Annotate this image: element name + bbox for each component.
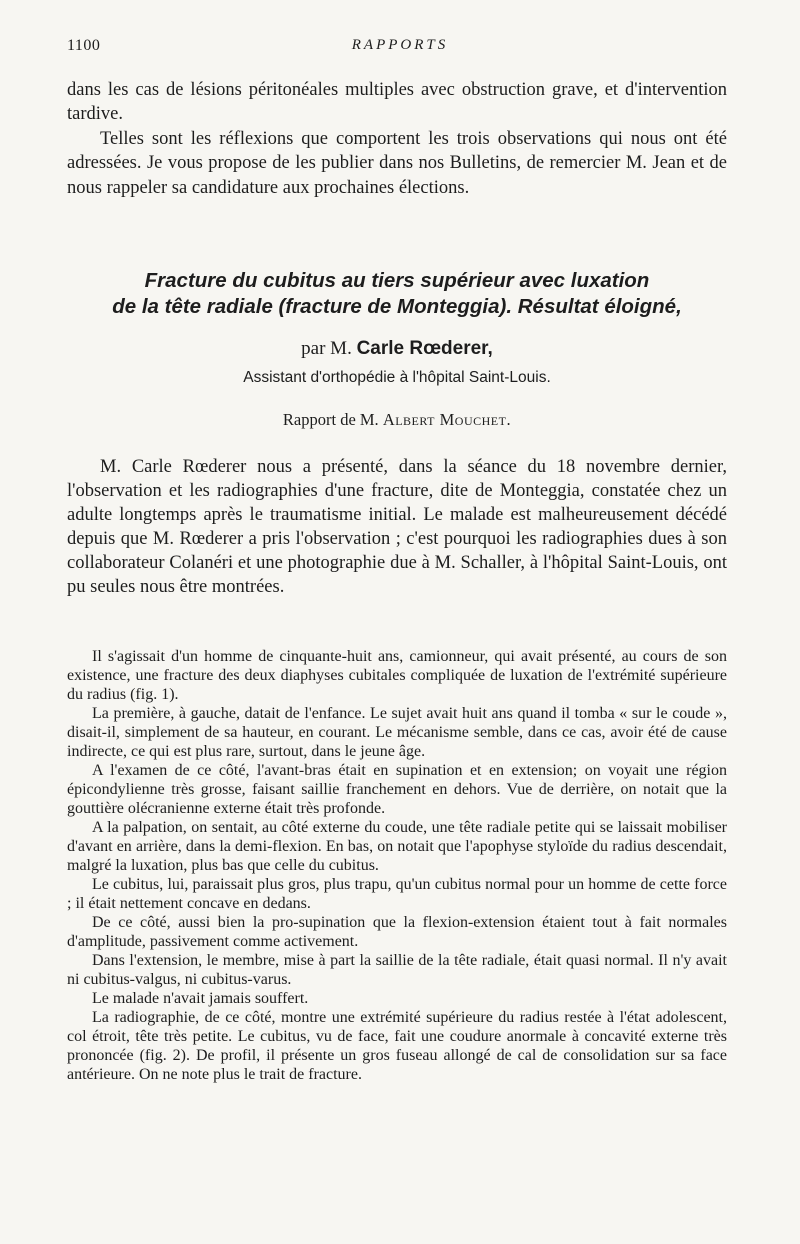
author-name: Carle Rœderer, — [356, 338, 493, 359]
intro-paragraph-1: dans les cas de lésions péritonéales multiples avec obstruction grave, et d'intervention tardive. — [67, 80, 727, 125]
article-title-line-1: Fracture du cubitus au tiers supérieur avec luxation — [144, 269, 650, 292]
running-title: RAPPORTS — [351, 37, 449, 53]
observation-paragraph: Le cubitus, lui, paraissait plus gros, plus trapu, qu'un cubitus normal pour un homme de cette force ; il était nettement concave en dedans. — [67, 876, 727, 912]
observation-paragraph: A l'examen de ce côté, l'avant-bras était en supination et en extension; on voyait une région épicondylienne très grosse, faisant saillie franchement en dehors. Vue de derrière, on notait que la gouttière olécranienne externe était très profonde. — [67, 762, 727, 817]
running-head — [67, 37, 733, 61]
report-line — [67, 410, 727, 430]
observation-paragraph: La radiographie, de ce côté, montre une extrémité supérieure du radius restée à l'état adolescent, col étroit, tête très petite. Le cubitus, vu de face, fait une coudure anormale à concavité externe très prononcée (fig. 2). De profil, il présente un gros fuseau allongé de cal de consolidation sur sa face antérieure. On ne note plus le trait de fracture. — [67, 1009, 727, 1083]
observation-paragraph: La première, à gauche, datait de l'enfance. Le sujet avait huit ans quand il tomba « sur le coude », disait-il, simplement de sa hauteur, en courant. Le mécanisme semble, dans ce cas, avoir été de cause indirecte, ce qui est plus rare, surtout, dans le jeune âge. — [67, 705, 727, 760]
main-paragraph-section — [67, 455, 727, 600]
page-number: 1100 — [67, 37, 101, 54]
observation-paragraph: A la palpation, on sentait, au côté externe du coude, une tête radiale petite qui se laissait mobiliser d'avant en arrière, dans la demi-flexion. En bas, on notait que l'apophyse styloïde du radius descendait, malgré la luxation, plus bas que celle du cubitus. — [67, 819, 727, 874]
observation-paragraph: Il s'agissait d'un homme de cinquante-huit ans, camionneur, qui avait présenté, au cours de son existence, une fracture des deux diaphyses cubitales compliquée de luxation de l'extrémité supérieure du radius (fig. 1). — [67, 648, 727, 703]
reporter-name: Albert Mouchet. — [382, 410, 512, 429]
report-prefix: Rapport de M. — [282, 410, 379, 429]
observation-paragraph: Le malade n'avait jamais souffert. — [92, 990, 309, 1007]
observation-paragraph: De ce côté, aussi bien la pro-supination que la flexion-extension étaient tout à fait normales d'amplitude, passivement comme activement. — [67, 914, 727, 950]
main-paragraph: M. Carle Rœderer nous a présenté, dans la séance du 18 novembre dernier, l'observation et les radiographies d'une fracture, dite de Monteggia, constatée chez un adulte longtemps après le traumatisme initial. Le malade est malheureusement décédé depuis que M. Rœderer a pris l'observation ; c'est pourquoi les radiographies dues à son collaborateur Colanéri et une photographie due à M. Schaller, à l'hôpital Saint-Louis, ont pu seules nous être montrées. — [67, 457, 727, 598]
intro-section — [67, 78, 727, 200]
byline-prefix: par M. — [301, 338, 352, 359]
article-title — [67, 268, 727, 320]
author-affiliation: Assistant d'orthopédie à l'hôpital Saint-Louis. — [243, 369, 551, 386]
byline — [67, 338, 727, 360]
observation-paragraph: Dans l'extension, le membre, mise à part la saillie de la tête radiale, était quasi normal. Il n'y avait ni cubitus-valgus, ni cubitus-varus. — [67, 952, 727, 988]
intro-paragraph-2: Telles sont les réflexions que comportent les trois observations qui nous ont été adressées. Je vous propose de les publier dans nos Bulletins, de remercier M. Jean et de nous rappeler sa candidature aux prochaines élections. — [67, 128, 727, 198]
article-title-line-2: de la tête radiale (fracture de Monteggia). Résultat éloigné, — [112, 295, 682, 318]
observation-section — [67, 647, 727, 1084]
